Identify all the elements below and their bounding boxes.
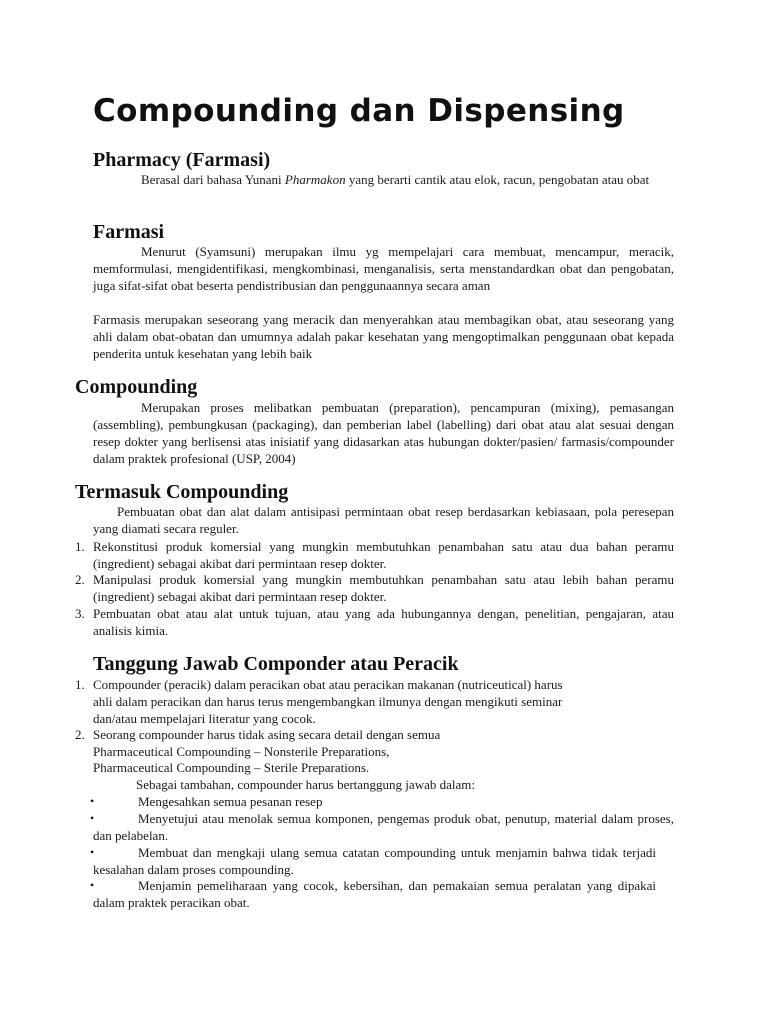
list-number: 2. [75, 572, 85, 587]
bullet-item-text: Menyetujui atau menolak semua komponen, pengemas produk obat, penutup, material dalam proses, dan pelabelan. [93, 811, 674, 843]
list-number: 1. [75, 677, 85, 692]
page-title: Compounding dan Dispensing [93, 93, 625, 129]
termasuk-heading: Termasuk Compounding [75, 481, 289, 503]
bullet-item-text: Menjamin pemeliharaan yang cocok, kebersihan, dan pemakaian semua peralatan yang dipakai dalam praktek peracikan obat. [93, 878, 656, 910]
list-item-line: Seorang compounder harus tidak asing secara detail dengan semua [93, 727, 441, 742]
list-item-text: Rekonstitusi produk komersial yang mungkin membutuhkan penambahan satu atau dua bahan peramu (ingredient) sebagai akibat dari permintaan resep dokter. [93, 539, 674, 571]
pharmakon-term: Pharmakon [284, 172, 346, 187]
bullet-item-text: Membuat dan mengkaji ulang semua catatan compounding untuk menjamin bahwa tidak terjadi kesalahan dalam proses compounding. [93, 845, 656, 877]
list-item-line: Pharmaceutical Compounding – Nonsterile Preparations, [93, 744, 390, 759]
bullet-icon: • [90, 878, 95, 892]
compounding-heading: Compounding [75, 376, 198, 398]
farmasi-heading: Farmasi [93, 221, 165, 243]
pharmacy-text-before: Berasal dari bahasa Yunani [141, 172, 285, 187]
tanggung-jawab-heading: Tanggung Jawab Componder atau Peracik [93, 653, 459, 675]
bullet-icon: • [90, 811, 95, 825]
bullet-icon: • [90, 794, 95, 808]
list-item-line: ahli dalam peracikan dan harus terus mengembangkan ilmunya dengan mengikuti seminar [93, 694, 563, 709]
list-number: 2. [75, 727, 85, 742]
list-item-line: Compounder (peracik) dalam peracikan obat atau peracikan makanan (nutriceutical) harus [93, 677, 563, 692]
tambahan-text: Sebagai tambahan, compounder harus bertanggung jawab dalam: [136, 777, 475, 792]
list-number: 3. [75, 606, 85, 621]
list-number: 1. [75, 539, 85, 554]
pharmacy-heading: Pharmacy (Farmasi) [93, 149, 271, 171]
farmasi-paragraph-1: Menurut (Syamsuni) merupakan ilmu yg mempelajari cara membuat, mencampur, meracik, memformulasi, mengidentifikasi, mengkombinasi, menganalisis, serta menstandardkan obat dan pengobatan, juga sifat-sifat obat beserta pendistribusian dan penggunaannya secara aman [93, 244, 674, 293]
bullet-item-text: Mengesahkan semua pesanan resep [138, 794, 323, 809]
pharmacy-paragraph [93, 171, 674, 188]
list-item-text: Manipulasi produk komersial yang mungkin membutuhkan penambahan satu atau lebih bahan peramu (ingredient) sebagai akibat dari permintaan resep dokter. [93, 572, 674, 604]
farmasi-paragraph-2: Farmasis merupakan seseorang yang meracik dan menyerahkan atau membagikan obat, atau seseorang yang ahli dalam obat-obatan dan umumnya adalah pakar kesehatan yang mengoptimalkan penggunaan obat kepada penderita untuk kesehatan yang lebih baik [93, 312, 674, 361]
bullet-icon: • [90, 845, 95, 859]
list-item-line: Pharmaceutical Compounding – Sterile Preparations. [93, 760, 370, 775]
list-item-line: dan/atau mempelajari literatur yang cocok. [93, 711, 316, 726]
termasuk-intro: Pembuatan obat dan alat dalam antisipasi permintaan obat resep berdasarkan kebiasaan, pola peresepan yang diamati secara reguler. [93, 504, 674, 536]
pharmacy-text-after: yang berarti cantik atau elok, racun, pengobatan atau obat [345, 172, 650, 187]
compounding-paragraph: Merupakan proses melibatkan pembuatan (preparation), pencampuran (mixing), pemasangan (assembling), pembungkusan (packaging), dan pemberian label (labelling) dari obat atau alat sesuai dengan resep dokter yang berlisensi atas inisiatif yang didasarkan atas hubungan dokter/pasien/ farmasis/compounder dalam praktek profesional (USP, 2004) [93, 400, 674, 466]
list-item-text: Pembuatan obat atau alat untuk tujuan, atau yang ada hubungannya dengan, penelitian, pengajaran, atau analisis kimia. [93, 606, 674, 638]
